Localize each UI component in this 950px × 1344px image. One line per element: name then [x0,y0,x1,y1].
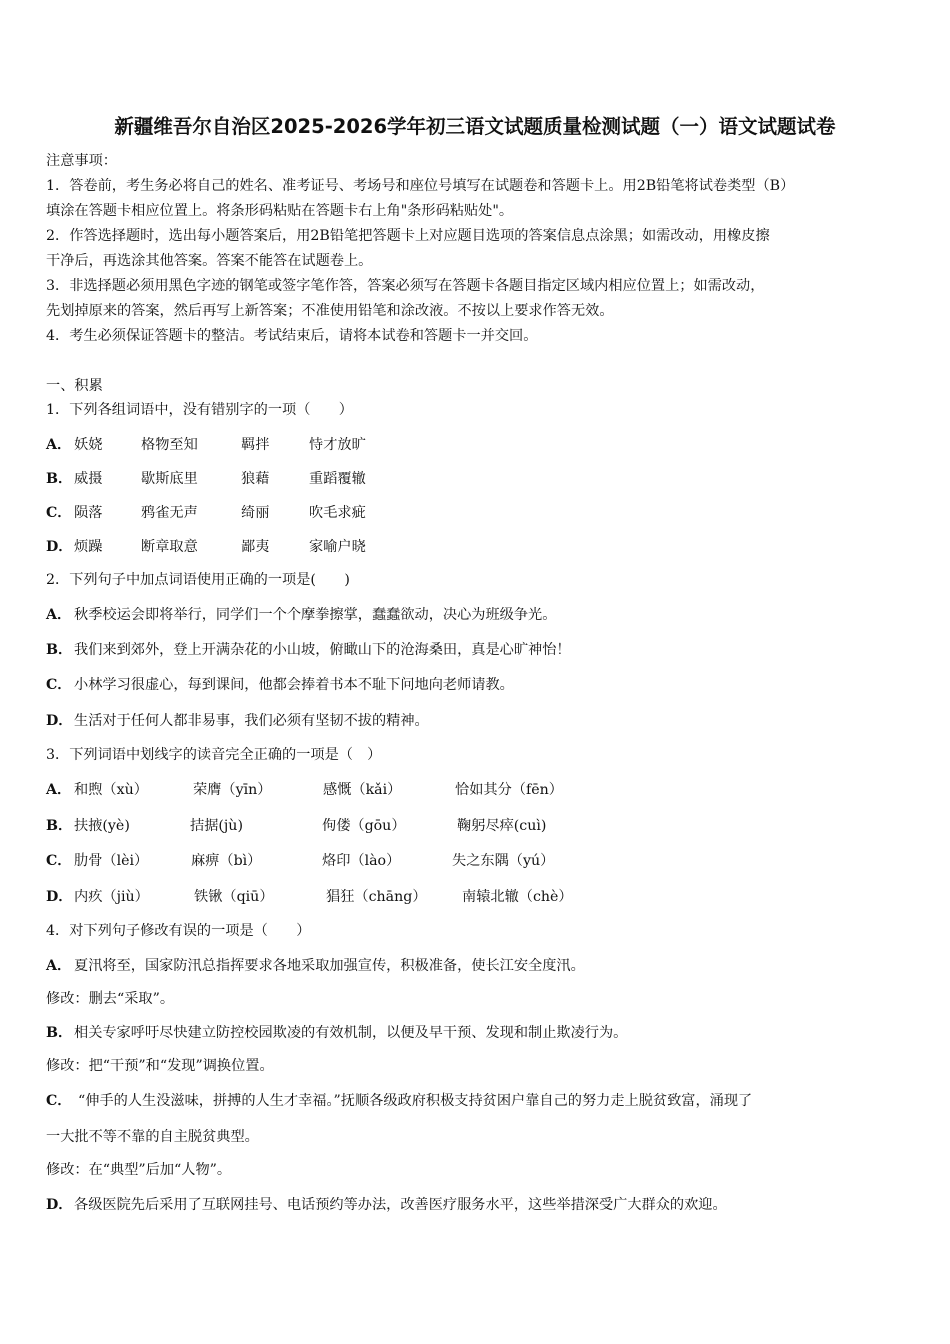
option-label: D． [46,713,73,729]
option-word: 失之东隅（yú） [452,853,555,869]
option-word: 佝偻（gōu） [322,818,406,834]
question-4-stem: 4．对下列句子修改有误的一项是（ ） [46,923,311,939]
option-word: 和煦（xù） [74,782,148,798]
revision-note: 修改：删去“采取”。 [46,991,175,1007]
option-word: 恃才放旷 [309,437,366,453]
notice-heading: 注意事项： [46,153,117,169]
notice-line: 4．考生必须保证答题卡的整洁。考试结束后，请将本试卷和答题卡一并交回。 [46,328,538,344]
page-title: 新疆维吾尔自治区2025-2026学年初三语文试题质量检测试题（一）语文试题试卷 [114,115,836,138]
option-label: D． [46,539,73,555]
option-word: 铁锹（qiū） [194,889,274,905]
option-word: 肋骨（lèi） [74,853,149,869]
option-word: 感慨（kǎi） [323,782,402,798]
option-text-continued: 一大批不等不靠的自主脱贫典型。 [46,1129,259,1145]
notice-line: 3．非选择题必须用黑色字迹的钢笔或签字笔作答，答案必须写在答题卡各题目指定区域内相应位置上；如需改动， [46,278,765,294]
notice-line: 先划掉原来的答案，然后再写上新答案；不准使用铅笔和涂改液。不按以上要求作答无效。 [46,303,614,319]
option-word: 猖狂（chāng） [326,889,427,905]
option-word: 绮丽 [241,505,270,521]
option-word: 吹毛求疵 [309,505,366,521]
option-word: 重蹈覆辙 [309,471,366,487]
option-word: 威摄 [74,471,103,487]
option-word: 妖娆 [74,437,103,453]
option-word: 恰如其分（fēn） [455,782,563,798]
notice-line: 2．作答选择题时，选出每小题答案后，用2B铅笔把答题卡上对应题目选项的答案信息点涂黑；如需改动，用橡皮擦 [46,228,770,244]
option-word: 烦躁 [74,539,103,555]
option-word: 羁拌 [241,437,270,453]
option-label: A． [46,958,72,974]
option-word: 断章取意 [141,539,198,555]
option-word: 荣膺（yīn） [193,782,272,798]
option-text: 秋季校运会即将举行，同学们一个个摩拳擦掌，蠢蠢欲动，决心为班级争光。 [74,607,557,623]
notice-line: 干净后，再选涂其他答案。答案不能答在试题卷上。 [46,253,373,269]
revision-note: 修改：把“干预”和“发现”调换位置。 [46,1058,274,1074]
option-label: A． [46,437,72,453]
option-label: C． [46,1093,72,1109]
question-1-stem: 1．下列各组词语中，没有错别字的一项（ ） [46,402,353,418]
option-word: 家喻户晓 [309,539,366,555]
option-word: 鄙夷 [241,539,270,555]
option-label: B． [46,818,73,834]
option-label: C． [46,853,72,869]
option-label: B． [46,1025,73,1041]
option-text: “伸手的人生没滋味，拼搏的人生才幸福。”抚顺各级政府积极支持贫困户靠自己的努力走上脱贫致富，涌现了 [78,1093,753,1109]
notice-line: 1．答卷前，考生务必将自己的姓名、准考证号、考场号和座位号填写在试题卷和答题卡上。用2B铅笔将试卷类型（B） [46,178,795,194]
option-label: D． [46,889,73,905]
option-word: 鞠躬尽瘁(cuì) [457,818,547,834]
question-2-stem: 2．下列句子中加点词语使用正确的一项是( ) [46,572,350,588]
option-word: 麻痹（bì） [191,853,262,869]
option-label: C． [46,505,72,521]
option-label: A． [46,782,72,798]
option-text: 小林学习很虚心，每到课间，他都会捧着书本不耻下问地向老师请教。 [74,677,514,693]
option-text: 相关专家呼吁尽快建立防控校园欺凌的有效机制，以便及早干预、发现和制止欺凌行为。 [74,1025,628,1041]
option-word: 南辕北辙（chè） [462,889,573,905]
notice-line: 填涂在答题卡相应位置上。将条形码粘贴在答题卡右上角"条形码粘贴处"。 [46,203,514,219]
option-word: 拮据(jù) [190,818,243,834]
option-label: B． [46,471,73,487]
option-word: 格物至知 [141,437,198,453]
option-word: 狼藉 [241,471,270,487]
option-word: 歇斯底里 [141,471,198,487]
section-heading: 一、积累 [46,378,103,394]
option-word: 内疚（jiù） [74,889,149,905]
option-label: B． [46,642,73,658]
option-text: 夏汛将至，国家防汛总指挥要求各地采取加强宣传，积极准备，使长江安全度汛。 [74,958,585,974]
option-label: D． [46,1197,73,1213]
question-3-stem: 3．下列词语中划线字的读音完全正确的一项是（ ） [46,747,382,763]
option-text: 各级医院先后采用了互联网挂号、电话预约等办法，改善医疗服务水平，这些举措深受广大群众的欢迎。 [74,1197,727,1213]
option-text: 生活对于任何人都非易事，我们必须有坚韧不拔的精神。 [74,713,429,729]
option-word: 扶掖(yè) [74,818,130,834]
option-word: 鸦雀无声 [141,505,198,521]
option-text: 我们来到郊外，登上开满杂花的小山坡，俯瞰山下的沧海桑田，真是心旷神怡！ [74,642,571,658]
option-label: A． [46,607,72,623]
option-word: 烙印（lào） [322,853,401,869]
option-word: 陨落 [74,505,103,521]
option-label: C． [46,677,72,693]
revision-note: 修改：在“典型”后加“人物”。 [46,1162,232,1178]
